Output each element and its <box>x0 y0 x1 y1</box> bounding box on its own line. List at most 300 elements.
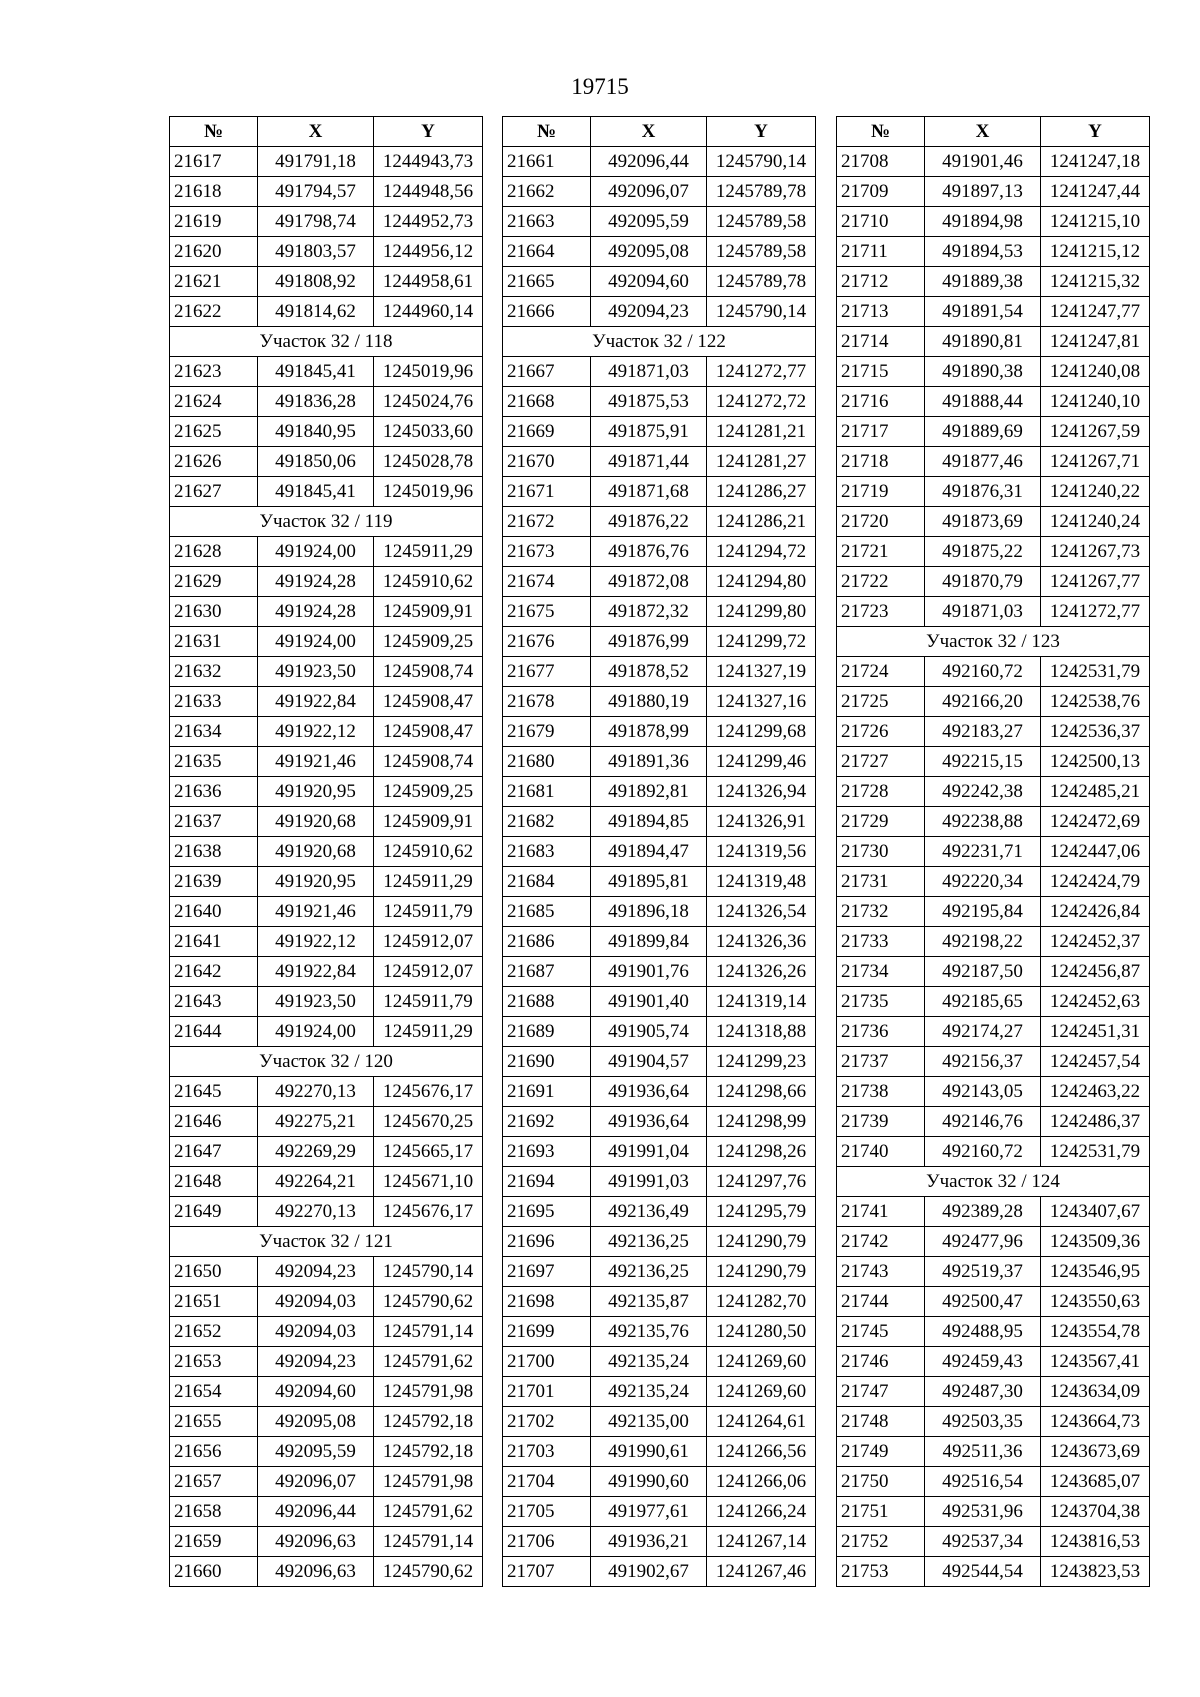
y-coordinate: 1245019,96 <box>374 477 483 507</box>
y-coordinate: 1241267,59 <box>1041 417 1150 447</box>
table-row <box>503 927 816 957</box>
table-row <box>503 897 816 927</box>
y-coordinate: 1245908,47 <box>374 717 483 747</box>
y-coordinate: 1241319,48 <box>707 867 816 897</box>
x-coordinate: 492195,84 <box>925 897 1041 927</box>
y-coordinate: 1241267,71 <box>1041 447 1150 477</box>
point-number: 21629 <box>170 567 258 597</box>
y-coordinate: 1241267,46 <box>707 1557 816 1587</box>
y-coordinate: 1241264,61 <box>707 1407 816 1437</box>
y-coordinate: 1245910,62 <box>374 567 483 597</box>
table-row <box>503 597 816 627</box>
y-coordinate: 1241281,27 <box>707 447 816 477</box>
x-coordinate: 491876,22 <box>591 507 707 537</box>
point-number: 21685 <box>503 897 591 927</box>
point-number: 21728 <box>837 777 925 807</box>
y-coordinate: 1241240,22 <box>1041 477 1150 507</box>
y-coordinate: 1245912,07 <box>374 957 483 987</box>
x-coordinate: 491923,50 <box>258 987 374 1017</box>
y-coordinate: 1241294,80 <box>707 567 816 597</box>
x-coordinate: 492094,23 <box>591 297 707 327</box>
point-number: 21723 <box>837 597 925 627</box>
y-coordinate: 1241240,08 <box>1041 357 1150 387</box>
point-number: 21669 <box>503 417 591 447</box>
point-number: 21712 <box>837 267 925 297</box>
table-row <box>837 1317 1150 1347</box>
x-coordinate: 492488,95 <box>925 1317 1041 1347</box>
table-row <box>170 1317 483 1347</box>
point-number: 21665 <box>503 267 591 297</box>
point-number: 21726 <box>837 717 925 747</box>
table-row <box>503 267 816 297</box>
table-row <box>837 447 1150 477</box>
point-number: 21670 <box>503 447 591 477</box>
table-row <box>503 747 816 777</box>
x-coordinate: 491877,46 <box>925 447 1041 477</box>
y-coordinate: 1242500,13 <box>1041 747 1150 777</box>
header-number: № <box>170 117 258 147</box>
table-row <box>837 597 1150 627</box>
y-coordinate: 1241267,14 <box>707 1527 816 1557</box>
y-coordinate: 1241290,79 <box>707 1227 816 1257</box>
y-coordinate: 1245791,14 <box>374 1317 483 1347</box>
point-number: 21749 <box>837 1437 925 1467</box>
y-coordinate: 1245912,07 <box>374 927 483 957</box>
table-row <box>170 837 483 867</box>
y-coordinate: 1241240,24 <box>1041 507 1150 537</box>
table-row <box>503 567 816 597</box>
x-coordinate: 492094,03 <box>258 1287 374 1317</box>
point-number: 21747 <box>837 1377 925 1407</box>
point-number: 21748 <box>837 1407 925 1437</box>
x-coordinate: 491889,69 <box>925 417 1041 447</box>
point-number: 21638 <box>170 837 258 867</box>
header-x: X <box>925 117 1041 147</box>
y-coordinate: 1245792,18 <box>374 1437 483 1467</box>
table-row <box>837 1017 1150 1047</box>
point-number: 21637 <box>170 807 258 837</box>
y-coordinate: 1245910,62 <box>374 837 483 867</box>
point-number: 21679 <box>503 717 591 747</box>
point-number: 21697 <box>503 1257 591 1287</box>
point-number: 21624 <box>170 387 258 417</box>
table-row <box>170 417 483 447</box>
point-number: 21739 <box>837 1107 925 1137</box>
point-number: 21687 <box>503 957 591 987</box>
y-coordinate: 1243567,41 <box>1041 1347 1150 1377</box>
point-number: 21617 <box>170 147 258 177</box>
point-number: 21692 <box>503 1107 591 1137</box>
y-coordinate: 1242472,69 <box>1041 807 1150 837</box>
header-y: Y <box>374 117 483 147</box>
point-number: 21700 <box>503 1347 591 1377</box>
table-row <box>170 1347 483 1377</box>
point-number: 21619 <box>170 207 258 237</box>
x-coordinate: 491895,81 <box>591 867 707 897</box>
x-coordinate: 492183,27 <box>925 717 1041 747</box>
y-coordinate: 1245024,76 <box>374 387 483 417</box>
table-row <box>837 1047 1150 1077</box>
x-coordinate: 492096,07 <box>258 1467 374 1497</box>
table-row <box>837 687 1150 717</box>
x-coordinate: 492095,08 <box>591 237 707 267</box>
x-coordinate: 491808,92 <box>258 267 374 297</box>
x-coordinate: 491876,76 <box>591 537 707 567</box>
table-row <box>170 1287 483 1317</box>
x-coordinate: 491890,38 <box>925 357 1041 387</box>
table-row <box>170 267 483 297</box>
x-coordinate: 492160,72 <box>925 657 1041 687</box>
y-coordinate: 1242531,79 <box>1041 657 1150 687</box>
table-row <box>170 1557 483 1587</box>
y-coordinate: 1245790,14 <box>707 147 816 177</box>
point-number: 21735 <box>837 987 925 1017</box>
x-coordinate: 492135,76 <box>591 1317 707 1347</box>
x-coordinate: 491878,52 <box>591 657 707 687</box>
y-coordinate: 1245911,29 <box>374 1017 483 1047</box>
x-coordinate: 492220,34 <box>925 867 1041 897</box>
y-coordinate: 1241269,60 <box>707 1347 816 1377</box>
x-coordinate: 491890,81 <box>925 327 1041 357</box>
table-row <box>837 207 1150 237</box>
y-coordinate: 1242426,84 <box>1041 897 1150 927</box>
point-number: 21751 <box>837 1497 925 1527</box>
x-coordinate: 491888,44 <box>925 387 1041 417</box>
x-coordinate: 492487,30 <box>925 1377 1041 1407</box>
y-coordinate: 1245789,58 <box>707 207 816 237</box>
x-coordinate: 491875,53 <box>591 387 707 417</box>
x-coordinate: 491936,64 <box>591 1107 707 1137</box>
table-row <box>837 867 1150 897</box>
y-coordinate: 1245033,60 <box>374 417 483 447</box>
table-row <box>170 867 483 897</box>
point-number: 21625 <box>170 417 258 447</box>
table-row <box>503 1197 816 1227</box>
x-coordinate: 491990,61 <box>591 1437 707 1467</box>
table-row <box>837 1107 1150 1137</box>
table-row <box>170 177 483 207</box>
y-coordinate: 1243664,73 <box>1041 1407 1150 1437</box>
y-coordinate: 1241298,99 <box>707 1107 816 1137</box>
x-coordinate: 492094,60 <box>591 267 707 297</box>
x-coordinate: 491977,61 <box>591 1497 707 1527</box>
section-heading-row <box>837 1167 1150 1197</box>
table-row <box>837 1137 1150 1167</box>
point-number: 21632 <box>170 657 258 687</box>
y-coordinate: 1245791,62 <box>374 1347 483 1377</box>
point-number: 21696 <box>503 1227 591 1257</box>
point-number: 21671 <box>503 477 591 507</box>
x-coordinate: 492095,08 <box>258 1407 374 1437</box>
point-number: 21644 <box>170 1017 258 1047</box>
section-heading-row <box>170 1047 483 1077</box>
y-coordinate: 1241299,80 <box>707 597 816 627</box>
x-coordinate: 491872,32 <box>591 597 707 627</box>
y-coordinate: 1245790,14 <box>707 297 816 327</box>
y-coordinate: 1242538,76 <box>1041 687 1150 717</box>
x-coordinate: 491922,84 <box>258 687 374 717</box>
table-row <box>503 237 816 267</box>
x-coordinate: 491891,36 <box>591 747 707 777</box>
table-row <box>503 417 816 447</box>
point-number: 21626 <box>170 447 258 477</box>
y-coordinate: 1241280,50 <box>707 1317 816 1347</box>
y-coordinate: 1245909,25 <box>374 777 483 807</box>
x-coordinate: 491924,00 <box>258 537 374 567</box>
y-coordinate: 1245791,98 <box>374 1467 483 1497</box>
y-coordinate: 1241298,66 <box>707 1077 816 1107</box>
table-row <box>837 417 1150 447</box>
y-coordinate: 1241295,79 <box>707 1197 816 1227</box>
table-row <box>837 717 1150 747</box>
point-number: 21649 <box>170 1197 258 1227</box>
y-coordinate: 1241247,18 <box>1041 147 1150 177</box>
x-coordinate: 492270,13 <box>258 1077 374 1107</box>
table-row <box>837 1377 1150 1407</box>
point-number: 21710 <box>837 207 925 237</box>
table-row <box>170 447 483 477</box>
table-row <box>837 147 1150 177</box>
x-coordinate: 491923,50 <box>258 657 374 687</box>
point-number: 21694 <box>503 1167 591 1197</box>
point-number: 21663 <box>503 207 591 237</box>
y-coordinate: 1241272,77 <box>1041 597 1150 627</box>
point-number: 21737 <box>837 1047 925 1077</box>
table-row <box>837 987 1150 1017</box>
section-heading: Участок 32 / 122 <box>503 327 816 357</box>
y-coordinate: 1243673,69 <box>1041 1437 1150 1467</box>
table-row <box>837 1527 1150 1557</box>
table-row <box>503 147 816 177</box>
x-coordinate: 491798,74 <box>258 207 374 237</box>
point-number: 21650 <box>170 1257 258 1287</box>
x-coordinate: 492094,60 <box>258 1377 374 1407</box>
x-coordinate: 491845,41 <box>258 477 374 507</box>
y-coordinate: 1241215,32 <box>1041 267 1150 297</box>
y-coordinate: 1241267,73 <box>1041 537 1150 567</box>
table-row <box>503 717 816 747</box>
y-coordinate: 1241247,77 <box>1041 297 1150 327</box>
point-number: 21736 <box>837 1017 925 1047</box>
point-number: 21648 <box>170 1167 258 1197</box>
x-coordinate: 491899,84 <box>591 927 707 957</box>
y-coordinate: 1241290,79 <box>707 1257 816 1287</box>
x-coordinate: 491814,62 <box>258 297 374 327</box>
x-coordinate: 491875,22 <box>925 537 1041 567</box>
point-number: 21684 <box>503 867 591 897</box>
table-row <box>837 657 1150 687</box>
x-coordinate: 491875,91 <box>591 417 707 447</box>
point-number: 21673 <box>503 537 591 567</box>
point-number: 21704 <box>503 1467 591 1497</box>
x-coordinate: 492187,50 <box>925 957 1041 987</box>
x-coordinate: 492215,15 <box>925 747 1041 777</box>
table-row <box>503 477 816 507</box>
point-number: 21647 <box>170 1137 258 1167</box>
x-coordinate: 491840,95 <box>258 417 374 447</box>
point-number: 21738 <box>837 1077 925 1107</box>
x-coordinate: 492264,21 <box>258 1167 374 1197</box>
table-row <box>837 537 1150 567</box>
point-number: 21733 <box>837 927 925 957</box>
section-heading: Участок 32 / 121 <box>170 1227 483 1257</box>
point-number: 21683 <box>503 837 591 867</box>
y-coordinate: 1245019,96 <box>374 357 483 387</box>
y-coordinate: 1245791,62 <box>374 1497 483 1527</box>
table-row <box>170 477 483 507</box>
table-row <box>503 1107 816 1137</box>
table-row <box>170 1017 483 1047</box>
table-row <box>837 1557 1150 1587</box>
point-number: 21654 <box>170 1377 258 1407</box>
y-coordinate: 1245909,91 <box>374 597 483 627</box>
coordinates-table-2 <box>502 116 816 1587</box>
y-coordinate: 1241266,56 <box>707 1437 816 1467</box>
point-number: 21633 <box>170 687 258 717</box>
point-number: 21702 <box>503 1407 591 1437</box>
coordinates-table-1 <box>169 116 483 1587</box>
x-coordinate: 492477,96 <box>925 1227 1041 1257</box>
x-coordinate: 492146,76 <box>925 1107 1041 1137</box>
y-coordinate: 1245671,10 <box>374 1167 483 1197</box>
table-row <box>503 1377 816 1407</box>
y-coordinate: 1244952,73 <box>374 207 483 237</box>
point-number: 21676 <box>503 627 591 657</box>
x-coordinate: 491921,46 <box>258 747 374 777</box>
section-heading: Участок 32 / 118 <box>170 327 483 357</box>
x-coordinate: 492135,24 <box>591 1377 707 1407</box>
table-row <box>170 1377 483 1407</box>
point-number: 21666 <box>503 297 591 327</box>
header-y: Y <box>1041 117 1150 147</box>
point-number: 21675 <box>503 597 591 627</box>
table-row <box>170 1077 483 1107</box>
point-number: 21645 <box>170 1077 258 1107</box>
table-row <box>837 897 1150 927</box>
table-row <box>170 1137 483 1167</box>
table-row <box>503 1137 816 1167</box>
table-row <box>503 1527 816 1557</box>
x-coordinate: 492136,25 <box>591 1257 707 1287</box>
y-coordinate: 1242463,22 <box>1041 1077 1150 1107</box>
x-coordinate: 492275,21 <box>258 1107 374 1137</box>
point-number: 21678 <box>503 687 591 717</box>
point-number: 21701 <box>503 1377 591 1407</box>
x-coordinate: 491991,03 <box>591 1167 707 1197</box>
y-coordinate: 1241272,77 <box>707 357 816 387</box>
table-row <box>170 747 483 777</box>
table-row <box>837 297 1150 327</box>
x-coordinate: 491924,28 <box>258 567 374 597</box>
table-row <box>837 1077 1150 1107</box>
point-number: 21618 <box>170 177 258 207</box>
point-number: 21643 <box>170 987 258 1017</box>
y-coordinate: 1243685,07 <box>1041 1467 1150 1497</box>
y-coordinate: 1245665,17 <box>374 1137 483 1167</box>
point-number: 21745 <box>837 1317 925 1347</box>
x-coordinate: 491836,28 <box>258 387 374 417</box>
x-coordinate: 492156,37 <box>925 1047 1041 1077</box>
table-row <box>837 837 1150 867</box>
x-coordinate: 491901,40 <box>591 987 707 1017</box>
x-coordinate: 491870,79 <box>925 567 1041 597</box>
point-number: 21689 <box>503 1017 591 1047</box>
table-row <box>503 177 816 207</box>
y-coordinate: 1244956,12 <box>374 237 483 267</box>
table-row <box>837 477 1150 507</box>
point-number: 21641 <box>170 927 258 957</box>
table-row <box>503 1167 816 1197</box>
table-row <box>170 1257 483 1287</box>
y-coordinate: 1241215,10 <box>1041 207 1150 237</box>
table-row <box>837 807 1150 837</box>
point-number: 21620 <box>170 237 258 267</box>
point-number: 21708 <box>837 147 925 177</box>
y-coordinate: 1243546,95 <box>1041 1257 1150 1287</box>
section-heading-row <box>170 507 483 537</box>
y-coordinate: 1242457,54 <box>1041 1047 1150 1077</box>
x-coordinate: 491991,04 <box>591 1137 707 1167</box>
point-number: 21730 <box>837 837 925 867</box>
table-row <box>170 567 483 597</box>
x-coordinate: 492166,20 <box>925 687 1041 717</box>
table-row <box>503 1047 816 1077</box>
section-heading-row <box>503 327 816 357</box>
table-row <box>503 387 816 417</box>
point-number: 21691 <box>503 1077 591 1107</box>
point-number: 21698 <box>503 1287 591 1317</box>
table-row <box>170 1527 483 1557</box>
x-coordinate: 491891,54 <box>925 297 1041 327</box>
y-coordinate: 1241326,94 <box>707 777 816 807</box>
x-coordinate: 491924,00 <box>258 1017 374 1047</box>
table-row <box>503 867 816 897</box>
x-coordinate: 491902,67 <box>591 1557 707 1587</box>
table-row <box>170 597 483 627</box>
x-coordinate: 491897,13 <box>925 177 1041 207</box>
table-row <box>170 777 483 807</box>
table-row <box>503 687 816 717</box>
table-row <box>837 1257 1150 1287</box>
point-number: 21718 <box>837 447 925 477</box>
x-coordinate: 491880,19 <box>591 687 707 717</box>
y-coordinate: 1241281,21 <box>707 417 816 447</box>
table-row <box>170 897 483 927</box>
table-row <box>503 1497 816 1527</box>
x-coordinate: 491894,53 <box>925 237 1041 267</box>
point-number: 21734 <box>837 957 925 987</box>
point-number: 21628 <box>170 537 258 567</box>
point-number: 21655 <box>170 1407 258 1437</box>
point-number: 21631 <box>170 627 258 657</box>
y-coordinate: 1242531,79 <box>1041 1137 1150 1167</box>
point-number: 21652 <box>170 1317 258 1347</box>
y-coordinate: 1245909,91 <box>374 807 483 837</box>
x-coordinate: 491894,47 <box>591 837 707 867</box>
x-coordinate: 491876,99 <box>591 627 707 657</box>
point-number: 21622 <box>170 297 258 327</box>
y-coordinate: 1245909,25 <box>374 627 483 657</box>
x-coordinate: 491936,64 <box>591 1077 707 1107</box>
x-coordinate: 491922,84 <box>258 957 374 987</box>
y-coordinate: 1241326,91 <box>707 807 816 837</box>
x-coordinate: 492503,35 <box>925 1407 1041 1437</box>
y-coordinate: 1245908,47 <box>374 687 483 717</box>
x-coordinate: 492174,27 <box>925 1017 1041 1047</box>
table-header-row <box>503 117 816 147</box>
point-number: 21690 <box>503 1047 591 1077</box>
table-row <box>170 1497 483 1527</box>
